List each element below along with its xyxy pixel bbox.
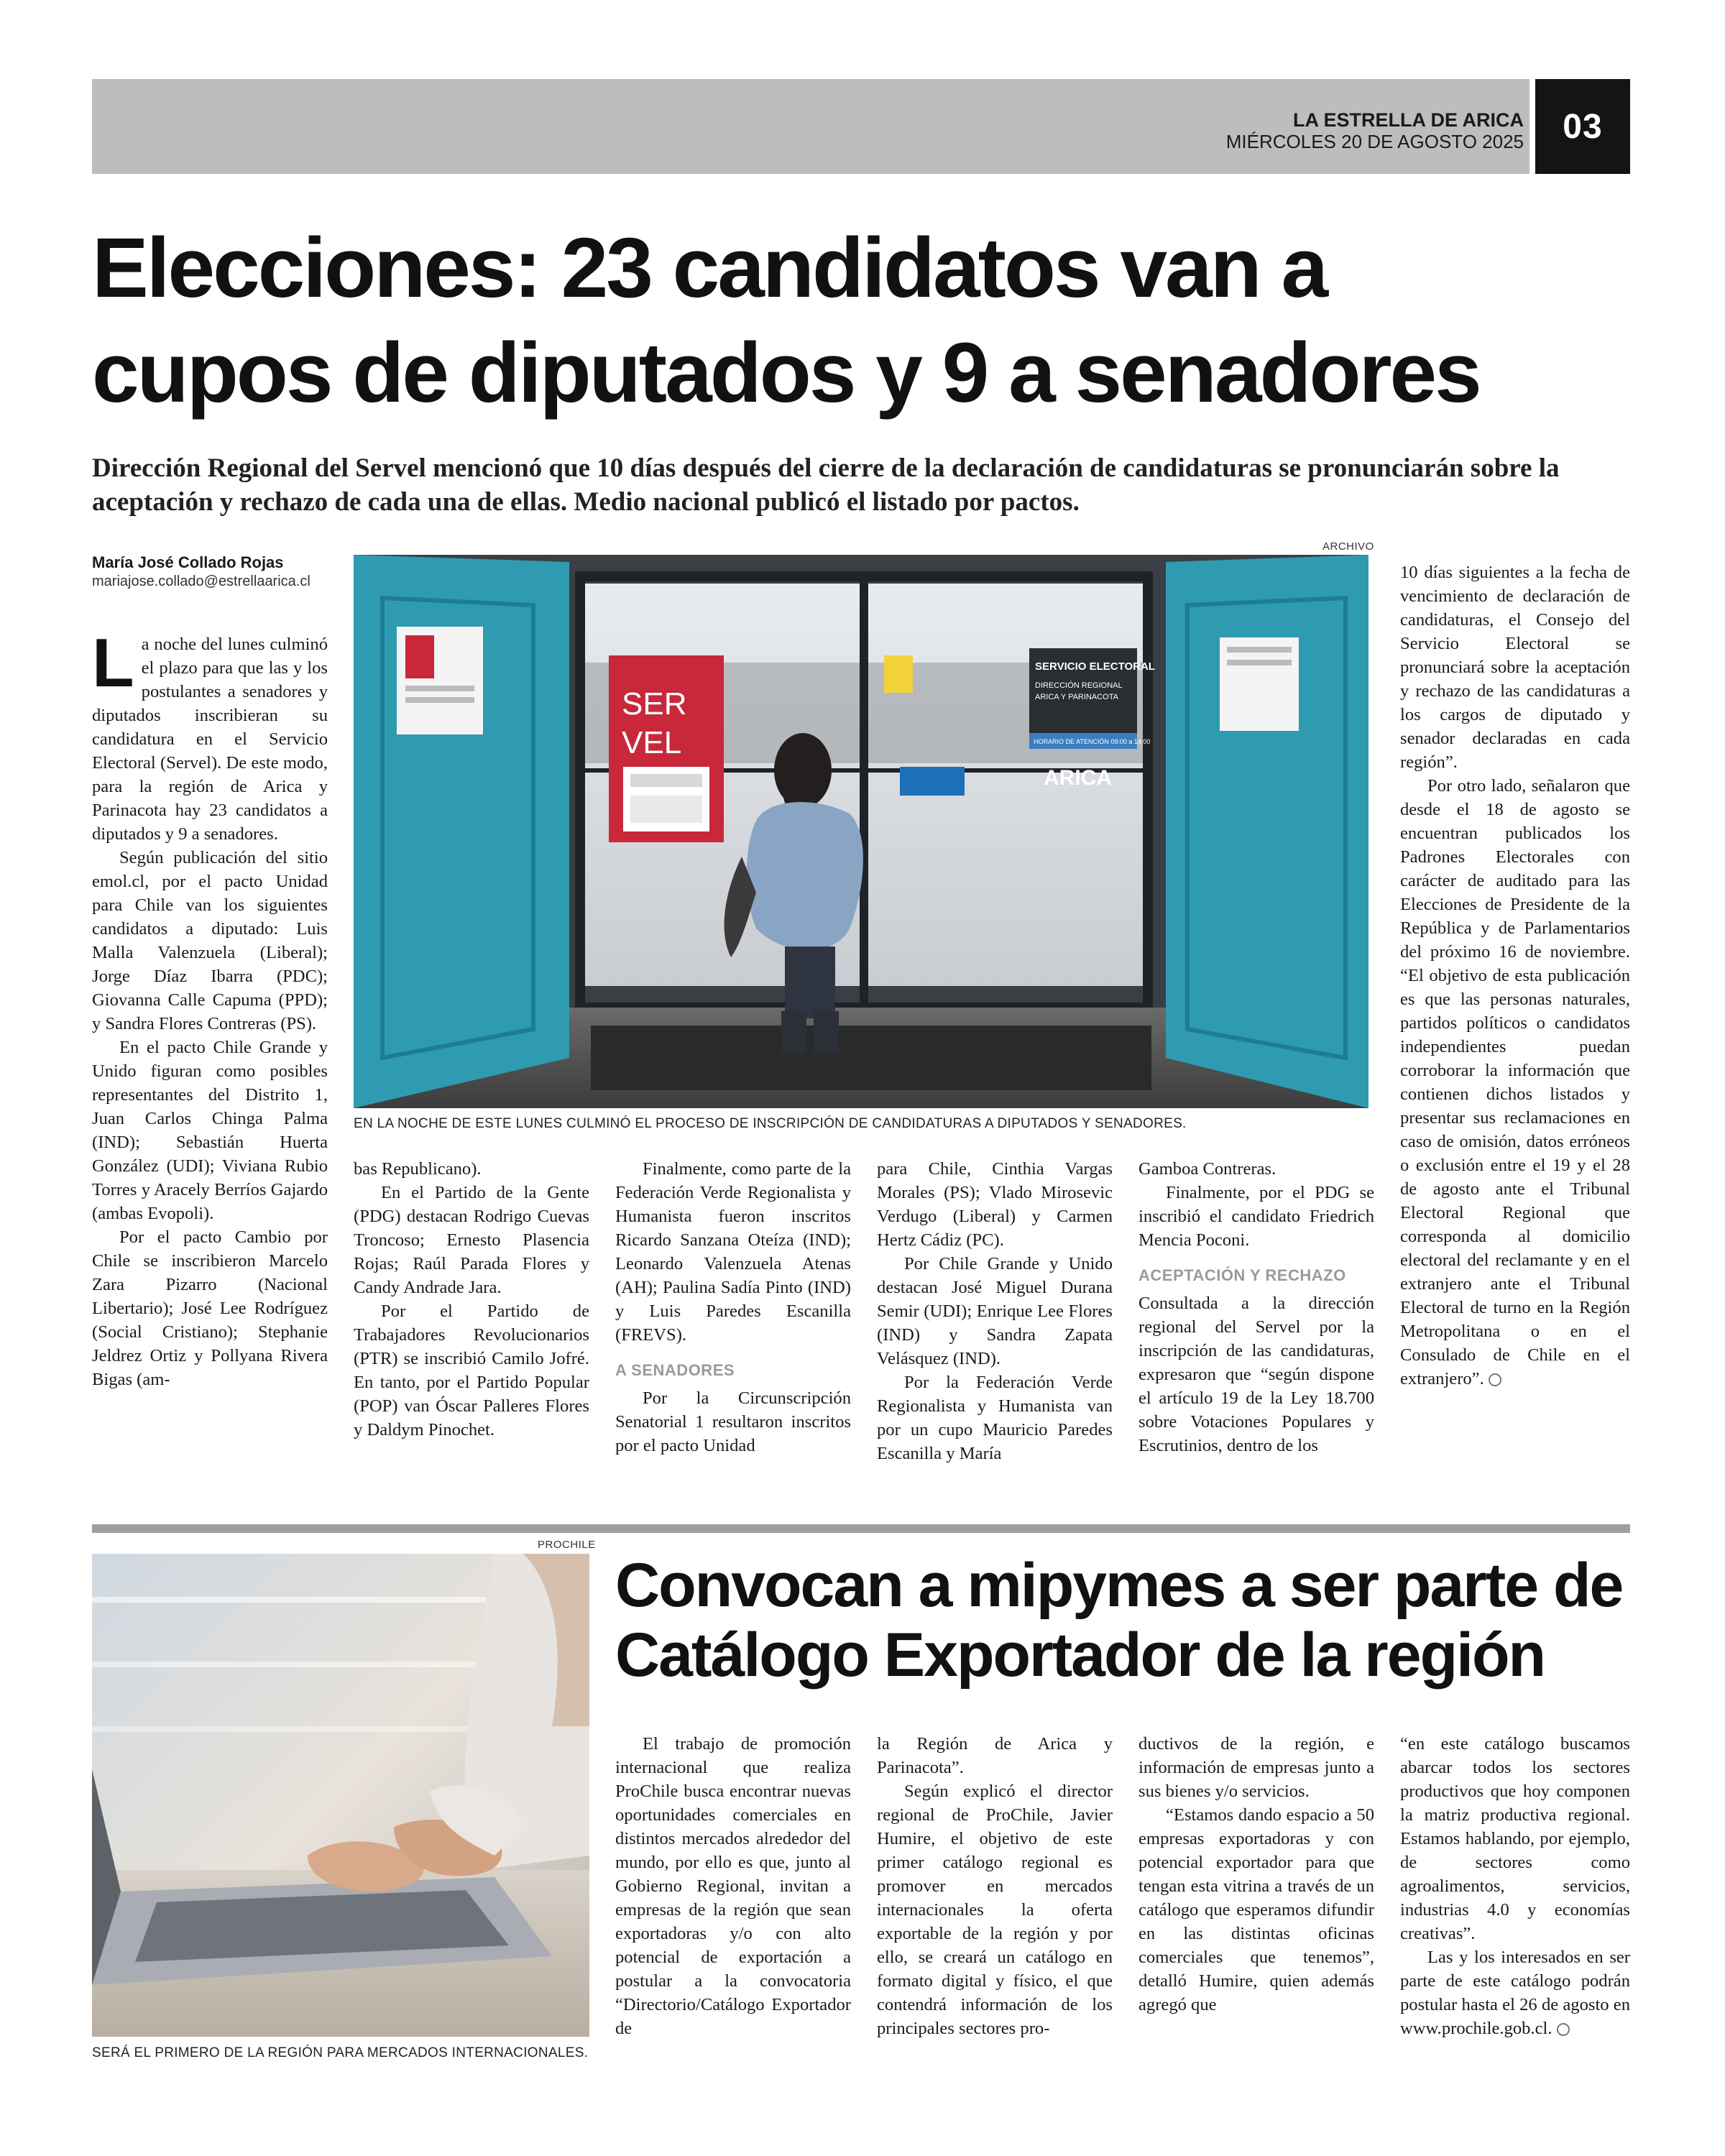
servel-sign-right: VEL xyxy=(622,725,682,760)
article1-lede: Dirección Regional del Servel mencionó que 10 días después del cierre de la declaración de candidaturas se pronunciarán sobre la aceptación y rechazo de cada una de ellas. Medio nacional publicó el listado por pactos. xyxy=(92,453,1560,517)
body-paragraph: Finalmente, como parte de la Federación Verde Regionalista y Humanista fueron inscritos Ricardo Sanzana Oteíza (IND); Leonardo Valenzuela Atenas (AH); Paulina Sadía Pinto (IND) y Luis Paredes Escanilla (FREVS). xyxy=(615,1159,851,1345)
body-paragraph: Consultada a la dirección regional del Servel por la inscripción de las candidaturas, expresaron que “según dispone el artículo 19 de la Ley 18.700 sobre Votaciones Populares y Escrutinios, dentro de los xyxy=(1138,1294,1374,1455)
newspaper-masthead xyxy=(1226,109,1524,152)
article2-column-2 xyxy=(877,1732,1113,2040)
photo-credit-2: PROCHILE xyxy=(538,1539,596,1551)
article2-headline xyxy=(615,1551,1636,1690)
region-sign: ARICA Y PARINACOTA xyxy=(1035,693,1118,701)
body-paragraph: Por el Partido de Trabajadores Revolucionarios (PTR) se inscribió Camilo Jofré. En tanto, por el Partido Popular (POP) van Óscar Palleres Flores y Daldym Pinochet. xyxy=(354,1302,589,1439)
section-divider xyxy=(92,1524,1630,1533)
article1-column-4 xyxy=(877,1157,1113,1465)
servicio-electoral-sign: SERVICIO ELECTORAL xyxy=(1035,660,1155,673)
paragraph-text: a noche del lunes culminó el plazo para que las y los postulantes a senadores y diputados inscribieran su candidatura en el Servicio Electoral (Servel). De este modo, para la región de Arica y Parinacota hay 23 candidatos a diputados y 9 a senadores. xyxy=(92,635,328,844)
article1-column-6 xyxy=(1400,561,1630,1391)
body-paragraph: Por la Circunscripción Senatorial 1 resultaron inscritos por el pacto Unidad xyxy=(615,1388,851,1455)
headline-line-1: Elecciones: 23 candidatos van a xyxy=(92,221,1327,315)
body-paragraph: Gamboa Contreras. xyxy=(1138,1159,1276,1179)
article1-column-2 xyxy=(354,1157,589,1442)
body-paragraph: “en este catálogo buscamos abarcar todos los sectores productivos que hoy componen la matriz productiva regional. Estamos hablando, por ejemplo, de sectores como agroalimentos, servicios, industrias 4.0 y economías creativas”. xyxy=(1400,1734,1630,1943)
article2-column-4 xyxy=(1400,1732,1630,2040)
article1-column-5 xyxy=(1138,1157,1374,1457)
body-paragraph: “Estamos dando espacio a 50 empresas exportadoras y con potencial exportador para que tengan esta vitrina a través de un catálogo que esperamos difundir en las distintas oficinas comerciales que tenemos”, detalló Humire, quien además agregó que xyxy=(1138,1805,1374,2014)
horario-sign: HORARIO DE ATENCIÓN 09:00 a 14:00 xyxy=(1034,738,1151,745)
body-paragraph: En el Partido de la Gente (PDG) destacan Rodrigo Cuevas Troncoso; Ernesto Plasencia Rojas; Raúl Parada Flores y Candy Andrade Jara. xyxy=(354,1183,589,1297)
body-paragraph xyxy=(1400,774,1630,1391)
newspaper-name: LA ESTRELLA DE ARICA xyxy=(1293,109,1524,131)
body-paragraph: Según explicó el director regional de ProChile, Javier Humire, el objetivo de este primer catálogo regional es promover en mercados internacionales la oferta exportable de la región y por ello, se creará un catálogo en formato digital y físico, el que contendrá información de los principales sectores pro- xyxy=(877,1782,1113,2038)
body-paragraph: ductivos de la región, e información de empresas junto a sus bienes y/o servicios. xyxy=(1138,1734,1374,1801)
drop-cap: L xyxy=(92,625,134,701)
paragraph-text: Por otro lado, señalaron que desde el 18 de agosto se encuentran publicados los Padrones Electorales con carácter de auditado para las Elecciones de Presidente de la República y de Parlamentarios del próximo 16 de noviembre. “El objetivo de esta publicación es que las personas naturales, partidos políticos o candidatos independientes puedan corroborar la información que contienen dichos listados y presentar sus reclamaciones en caso de omisión, datos erróneos o exclusión entre el 19 y el 28 de agosto ante el Tribunal Electoral Regional que corresponda al domicilio electoral del reclamante y en el extranjero ante el Tribunal Electoral de turno en la Región Metropolitana o en el Consulado de Chile en el extranjero”. xyxy=(1400,776,1630,1388)
body-paragraph: Por la Federación Verde Regionalista y Humanista van por un cupo Mauricio Paredes Escanilla y María xyxy=(877,1373,1113,1463)
body-paragraph: Por el pacto Cambio por Chile se inscribieron Marcelo Zara Pizarro (Nacional Libertario); José Lee Rodríguez (Social Cristiano); Stephanie Jeldrez Ortiz y Pollyana Rivera Bigas (am- xyxy=(92,1227,328,1389)
body-paragraph: Según publicación del sitio emol.cl, por el pacto Unidad para Chile van los siguientes candidatos a diputado: Luis Malla Valenzuela (Liberal); Jorge Díaz Ibarra (PDC); Giovanna Calle Capuma (PPD); y Sandra Flores Contreras (PS). xyxy=(92,848,328,1033)
body-paragraph: para Chile, Cinthia Vargas Morales (PS); Vlado Mirosevic Verdugo (Liberal) y Carmen Hertz Cádiz (PC). xyxy=(877,1159,1113,1250)
end-of-article-icon xyxy=(1489,1373,1501,1386)
byline-author: María José Collado Rojas xyxy=(92,553,284,571)
subheading-senadores: A SENADORES xyxy=(615,1361,735,1379)
body-paragraph xyxy=(92,625,328,846)
servel-sign-left: SER xyxy=(622,686,687,722)
page-number: 03 xyxy=(1535,79,1630,174)
direccion-regional-sign: DIRECCIÓN REGIONAL xyxy=(1035,681,1123,690)
body-paragraph: la Región de Arica y Parinacota”. xyxy=(877,1734,1113,1777)
byline-email: mariajose.collado@estrellaarica.cl xyxy=(92,573,310,589)
headline-line-2: cupos de diputados y 9 a senadores xyxy=(92,326,1480,420)
headline-line-1: Convocan a mipymes a ser parte de xyxy=(615,1551,1623,1620)
article2-column-3 xyxy=(1138,1732,1374,2017)
laptop-photo xyxy=(92,1554,589,2037)
servel-photo xyxy=(354,555,1368,1108)
photo-caption-2: SERÁ EL PRIMERO DE LA REGIÓN PARA MERCADOS INTERNACIONALES. xyxy=(92,2045,589,2060)
article1-headline xyxy=(92,216,1630,425)
body-paragraph: Por Chile Grande y Unido destacan José Miguel Durana Semir (UDI); Enrique Lee Flores (IND) y Sandra Zapata Velásquez (IND). xyxy=(877,1254,1113,1368)
headline-line-2: Catálogo Exportador de la región xyxy=(615,1621,1545,1690)
body-paragraph: bas Republicano). xyxy=(354,1159,482,1179)
issue-date: MIÉRCOLES 20 DE AGOSTO 2025 xyxy=(1225,131,1524,152)
body-paragraph xyxy=(1400,1945,1630,2040)
article2-column-1 xyxy=(615,1732,851,2040)
body-paragraph: En el pacto Chile Grande y Unido figuran como posibles representantes del Distrito 1, Juan Carlos Chinga Palma (IND); Sebastián Huerta González (UDI); Viviana Rubio Torres y Aracely Berríos Gajardo (ambas Evopoli). xyxy=(92,1038,328,1223)
end-of-article-icon xyxy=(1557,2023,1570,2036)
arica-sign: ARICA xyxy=(1044,766,1112,790)
body-paragraph: El trabajo de promoción internacional que realiza ProChile busca encontrar nuevas oportunidades comerciales en distintos mercados alrededor del mundo, por ello es que, junto al Gobierno Regional, invitan a empresas de la región que sean exportadoras y/o con alto potencial de exportación a postular a la convocatoria “Directorio/Catálogo Exportador de xyxy=(615,1734,851,2038)
body-paragraph: Finalmente, por el PDG se inscribió el candidato Friedrich Mencia Poconi. xyxy=(1138,1183,1374,1250)
subheading-aceptacion: ACEPTACIÓN Y RECHAZO xyxy=(1138,1266,1346,1284)
paragraph-text: Las y los interesados en ser parte de este catálogo podrán postular hasta el 26 de agosto en www.prochile.gob.cl. xyxy=(1400,1948,1630,2038)
photo-credit: ARCHIVO xyxy=(1322,540,1374,553)
article1-column-3 xyxy=(615,1157,851,1457)
photo-caption: EN LA NOCHE DE ESTE LUNES CULMINÓ EL PROCESO DE INSCRIPCIÓN DE CANDIDATURAS A DIPUTADOS Y SENADORES. xyxy=(354,1116,1187,1131)
body-paragraph: 10 días siguientes a la fecha de vencimiento de declaración de candidaturas, el Consejo del Servicio Electoral se pronunciará sobre la aceptación y rechazo de las candidaturas a los cargos de diputado y senador declaradas en cada región”. xyxy=(1400,563,1630,772)
article1-column-1 xyxy=(92,625,328,1391)
